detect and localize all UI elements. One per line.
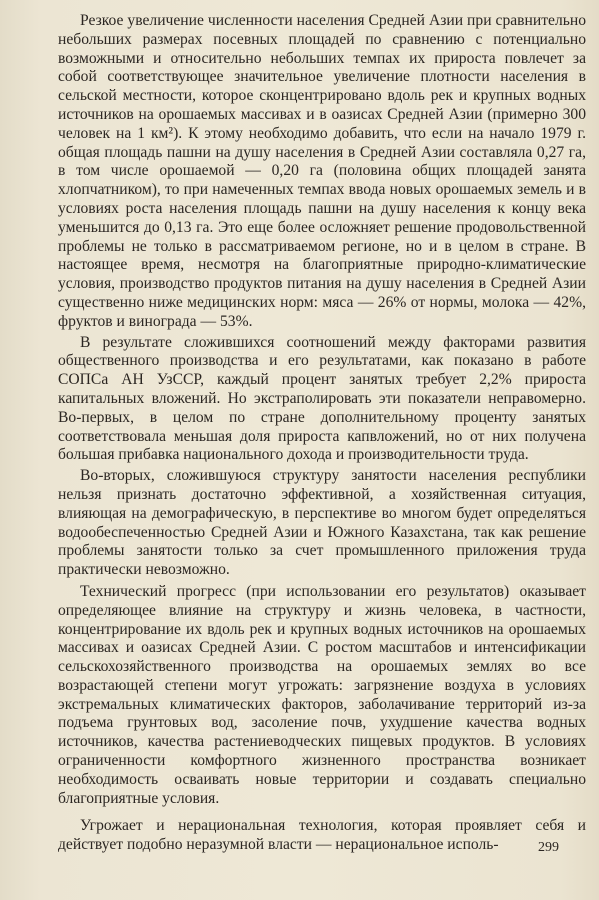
paragraph-1: Резкое увеличение численности населения Средней Азии при сравнительно небольших размерах посевных площадей по сравнению с потенциально возможными и относительно небольших темпах их прироста повлечет за собой соответствующее значительное увеличение плотности населения в сельской местности, которое сконцентрировано вдоль рек и крупных водных источников на орошаемых массивах и в оазисах Средней Азии (примерно 300 человек на 1 км²). К этому необходимо добавить, что если на начало 1979 г. общая площадь пашни на душу населения в Средней Азии составляла 0,27 га, в том числе орошаемой — 0,20 га (половина общих площадей занята хлопчатником), то при намеченных темпах ввода новых орошаемых земель и в условиях роста населения площадь пашни на душу населения к концу века уменьшится до 0,13 га. Это еще более осложняет решение продовольственной проблемы не только в рассматриваемом регионе, но и в целом в стране. В настоящее время, несмотря на благоприятные природно-климатические условия, производство продуктов питания на душу населения в Средней Азии существенно ниже медицинских норм: мяса — 26% от нормы, молока — 42%, фруктов и винограда — 53%.	[58, 12, 586, 330]
paragraph-3: Во-вторых, сложившуюся структуру занятости населения республики нельзя признать достаточно эффективной, а хозяйственная ситуация, влияющая на демографическую, в перспективе во многом будет определяться водообеспеченностью Средней Азии и Южного Казахстана, так как решение проблемы занятости только за счет промышленного приложения труда практически невозможно.	[58, 467, 586, 579]
page-number: 299	[538, 840, 559, 855]
paragraph-5: Угрожает и нерациональная технология, которая проявляет себя и действует подобно неразумной власти — нерациональное исполь-	[58, 817, 586, 854]
paragraph-2: В результате сложившихся соотношений между факторами развития общественного производства и его результатами, как показано в работе СОПСа АН УзССР, каждый процент занятых требует 2,2% прироста капитальных вложений. Но экстраполировать эти показатели неправомерно. Во-первых, в целом по стране дополнительному проценту занятых соответствовала меньшая доля прироста капвложений, но от них получена большая прибавка национального дохода и производительности труда.	[58, 333, 586, 464]
paragraph-4: Технический прогресс (при использовании его результатов) оказывает определяющее влияние на структуру и жизнь человека, в частности, концентрирование их вдоль рек и крупных водных источников на орошаемых массивах и оазисах Средней Азии. С ростом масштабов и интенсификации сельскохозяйственного производства на орошаемых землях во все возрастающей степени могут угрожать: загрязнение воздуха в условиях экстремальных климатических факторов, заболачивание территорий из-за подъема грунтовых вод, засоление почв, ухудшение качества водных источников, качества растениеводческих пищевых продуктов. В условиях ограниченности комфортного жизненного пространства возникает необходимость осваивать новые территории и создавать специально благоприятные условия.	[58, 582, 586, 807]
page-body-text	[58, 12, 586, 855]
